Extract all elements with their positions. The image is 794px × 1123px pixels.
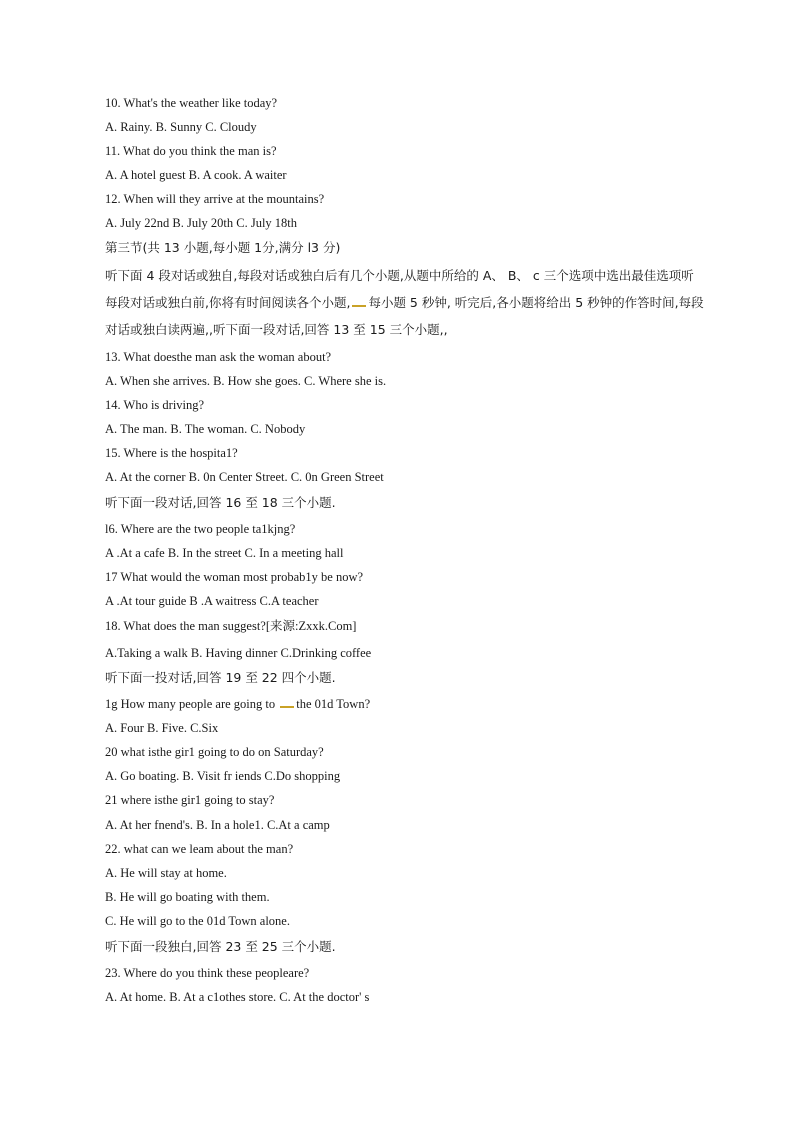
options-21: A. At her fnend's. B. In a hole1. C.At a camp bbox=[105, 818, 330, 832]
options-20: A. Go boating. B. Visit fr iends C.Do shopping bbox=[105, 769, 341, 783]
options-16: A .At a cafe B. In the street C. In a meeting hall bbox=[105, 546, 344, 560]
question-16: l6. Where are the two people ta1kjng? bbox=[105, 522, 296, 536]
question-21: 21 where isthe gir1 going to stay? bbox=[105, 793, 275, 807]
instructions-line-2-part-2: 每小题 5 秒钟, 听完后,各小题将给出 5 秒钟的作答时间,每段 bbox=[368, 295, 704, 310]
monologue-heading-23-25: 听下面一段独白,回答 23 至 25 三个小题. bbox=[105, 939, 336, 954]
options-14: A. The man. B. The woman. C. Nobody bbox=[105, 422, 306, 436]
question-19-part-2: the 01d Town? bbox=[296, 697, 371, 711]
options-17: A .At tour guide B .A waitress C.A teacher bbox=[105, 594, 319, 608]
question-14: 14. Who is driving? bbox=[105, 398, 205, 412]
instructions-line-1: 听下面 4 段对话或独自,每段对话或独白后有几个小题,从题中所给的 A、 B、 c 三个选项中选出最佳选项听 bbox=[105, 268, 694, 283]
dialogue-heading-19-22: 听下面一投对话,回答 19 至 22 四个小题. bbox=[105, 670, 336, 685]
options-11: A. A hotel guest B. A cook. A waiter bbox=[105, 168, 287, 182]
instructions-line-2 bbox=[105, 295, 704, 311]
question-22: 22. what can we leam about the man? bbox=[105, 842, 294, 856]
instructions-line-3: 对话或独白读两遍,,听下面一段对话,回答 13 至 15 三个小题,, bbox=[105, 322, 448, 337]
dialogue-heading-16-18: 听下面一段对话,回答 16 至 18 三个小题. bbox=[105, 495, 336, 510]
question-13: 13. What doesthe man ask the woman about? bbox=[105, 350, 332, 364]
question-11: 11. What do you think the man is? bbox=[105, 144, 277, 158]
options-12: A. July 22nd B. July 20th C. July 18th bbox=[105, 216, 298, 230]
option-22-a: A. He will stay at home. bbox=[105, 866, 227, 880]
question-17: 17 What would the woman most probab1y be now? bbox=[105, 570, 364, 584]
question-19-part-1: 1g How many people are going to bbox=[105, 697, 276, 711]
options-15: A. At the corner B. 0n Center Street. C. 0n Green Street bbox=[105, 470, 384, 484]
options-23: A. At home. B. At a c1othes store. C. At the doctor' s bbox=[105, 990, 370, 1004]
question-12: 12. When will they arrive at the mountains? bbox=[105, 192, 325, 206]
question-23: 23. Where do you think these peopleare? bbox=[105, 966, 310, 980]
options-18: A.Taking a walk B. Having dinner C.Drinking coffee bbox=[105, 646, 372, 660]
question-18: 18. What does the man suggest?[来源:Zxxk.Com] bbox=[105, 619, 357, 633]
options-10: A. Rainy. B. Sunny C. Cloudy bbox=[105, 120, 257, 134]
option-22-b: B. He will go boating with them. bbox=[105, 890, 270, 904]
section-3-heading: 第三节(共 13 小题,每小题 1分,满分 l3 分) bbox=[105, 240, 341, 255]
options-19: A. Four B. Five. C.Six bbox=[105, 721, 219, 735]
blank-mark bbox=[352, 297, 366, 307]
question-10: 10. What's the weather like today? bbox=[105, 96, 278, 110]
options-13: A. When she arrives. B. How she goes. C. Where she is. bbox=[105, 374, 387, 388]
blank-mark bbox=[280, 698, 294, 708]
question-15: 15. Where is the hospita1? bbox=[105, 446, 238, 460]
instructions-line-2-part-1: 每段对话或独白前,你将有时间阅读各个小题, bbox=[105, 295, 351, 310]
option-22-c: C. He will go to the 01d Town alone. bbox=[105, 914, 290, 928]
question-20: 20 what isthe gir1 going to do on Saturday? bbox=[105, 745, 324, 759]
question-19 bbox=[105, 696, 370, 712]
